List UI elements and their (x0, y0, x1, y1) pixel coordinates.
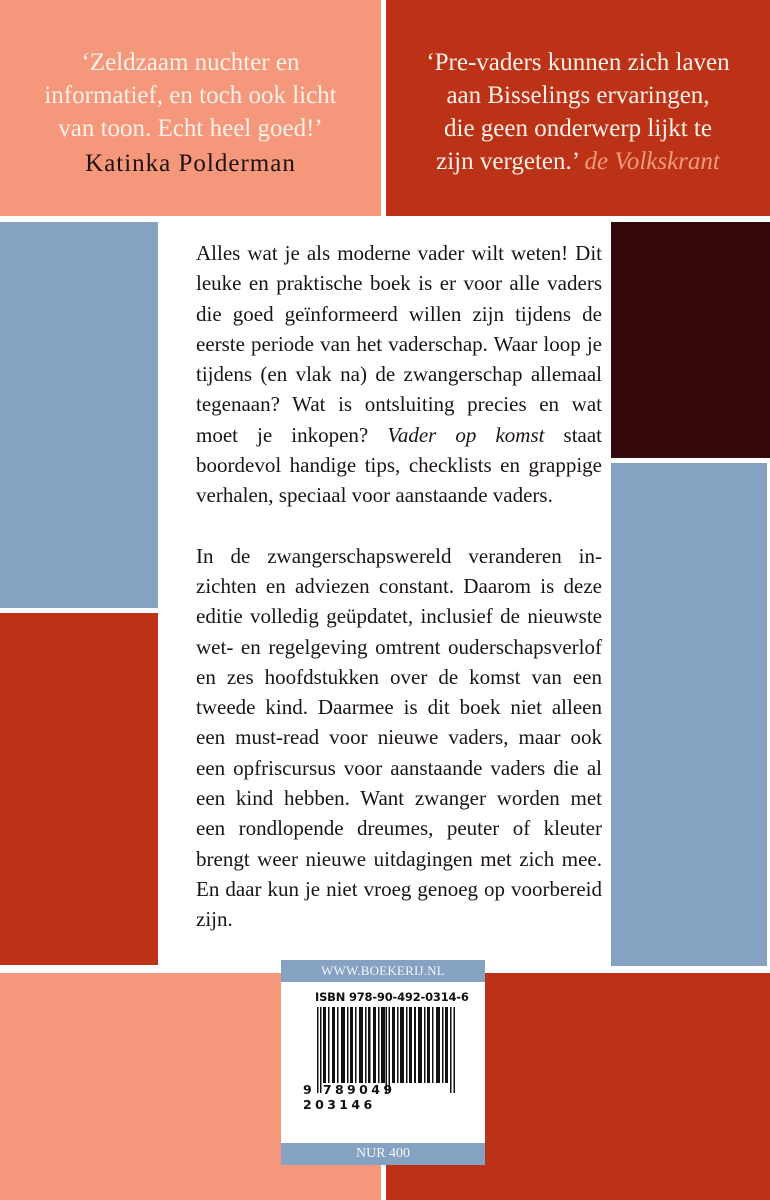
quote-line: van toon. Echt heel goed!’ (58, 115, 323, 142)
blurb-text-part: staat boordevol handige tips, checklists en grappige verhalen, speciaal voor aanstaande vaders. (196, 422, 603, 508)
quote-source: de Volkskrant (584, 148, 720, 175)
website-label: WWW.BOEKERIJ.NL (281, 960, 485, 982)
ean-digits: 9 789049 203146 (303, 1082, 396, 1112)
book-title: Vader op komst (387, 422, 545, 447)
right-maroon-block (611, 222, 770, 458)
right-blue-block (611, 463, 767, 966)
quote-line: die geen onderwerp lijkt te (444, 115, 712, 142)
quote-line: informatief, en toch ook licht (44, 82, 337, 109)
nur-label: NUR 400 (281, 1143, 485, 1165)
quote-line: ‘Pre-vaders kunnen zich laven (426, 49, 730, 76)
quote-polderman (0, 46, 381, 180)
quote-line: aan Bisselings ervaringen, (446, 82, 710, 109)
left-red-block (0, 613, 158, 965)
quote-line: ‘Zeldzaam nuchter en (81, 49, 300, 76)
blurb-paragraph-2: In de zwangerschapswereld veranderen inzichten en adviezen constant. Daarom is deze editie volledig geüpdatet, inclusief de nieuwste wet- en regelgeving omtrent ouderschapsverlof en zes hoofdstukken over de komst van een tweede kind. Daarmee is dit boek niet alleen een must-read voor nieuwe vaders, maar ook een opfriscursus voor aanstaande vaders die al een kind hebben. Want zwanger worden met een rondlopende dreumes, peuter of kleuter brengt weer nieuwe uitdagingen met zich mee. En daar kun je niet vroeg genoeg op voorbereid zijn. (196, 543, 602, 932)
barcode-box (281, 960, 485, 1165)
left-blue-block (0, 222, 158, 608)
isbn-label: ISBN 978-90-492-0314-6 (315, 990, 469, 1004)
blurb-text-part: Alles wat je als moderne vader wilt weten! Dit leuke en praktische boek is er voor alle vaders die goed geïnformeerd willen zijn tijdens de eerste periode van het vaderschap. Waar loop je tijdens (en vlak na) de zwangerschap allemaal tegenaan? Wat is ontsluiting precies en wat moet je inkopen? (196, 241, 602, 447)
quote-author: Katinka Polderman (85, 150, 296, 177)
blurb-text (196, 238, 602, 935)
quote-volkskrant (386, 46, 770, 178)
barcode-icon (317, 1007, 457, 1093)
quote-line: zijn vergeten.’ (436, 148, 579, 175)
blurb-paragraph-1 (196, 238, 602, 511)
